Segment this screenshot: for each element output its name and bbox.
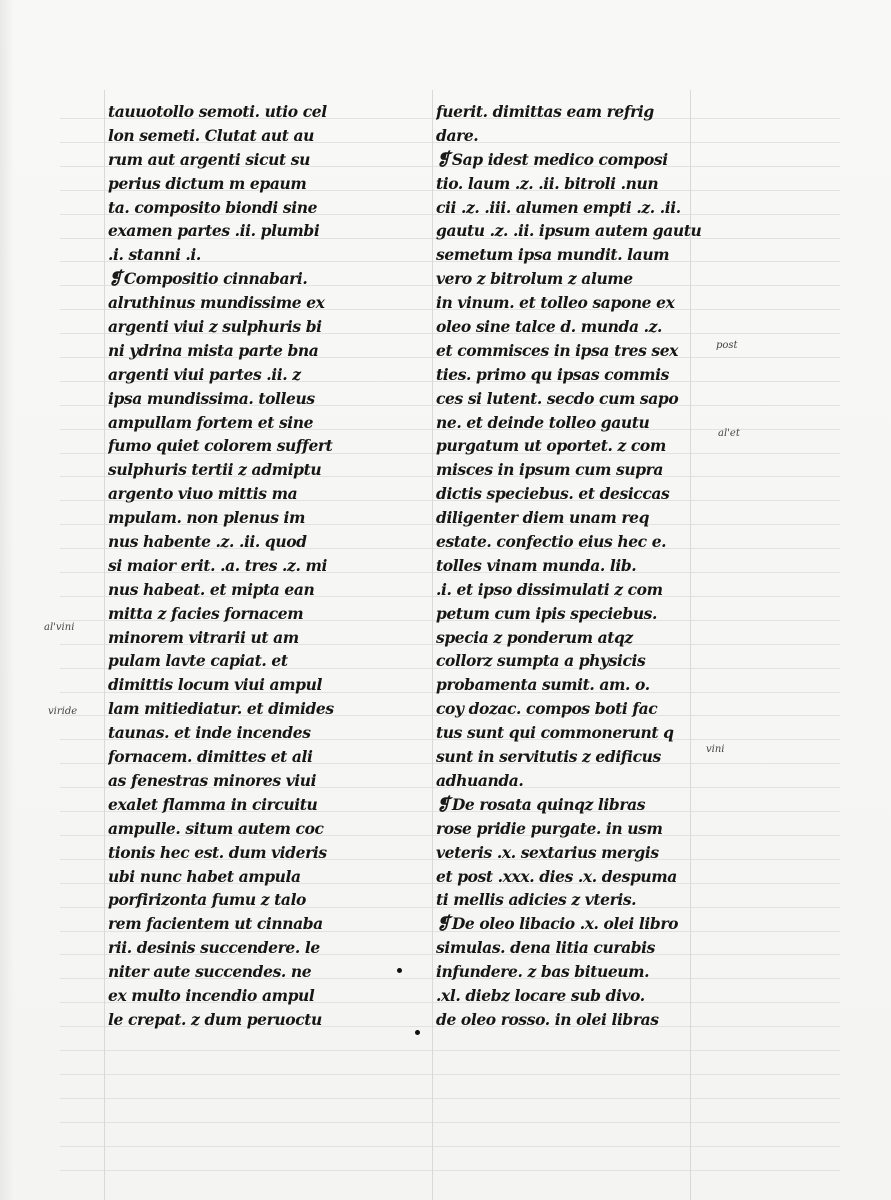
text-line-content: perius dictum m epaum <box>108 173 307 193</box>
text-line <box>108 124 378 148</box>
text-line <box>436 865 726 889</box>
text-line <box>436 363 726 387</box>
text-line <box>436 817 726 841</box>
text-line <box>436 339 726 363</box>
text-line <box>108 769 378 793</box>
text-line <box>108 817 378 841</box>
text-line <box>108 100 378 124</box>
text-line <box>108 721 378 745</box>
text-line <box>108 1008 378 1032</box>
text-line <box>436 984 726 1008</box>
text-line <box>108 267 378 291</box>
text-line <box>436 458 726 482</box>
right-text-column <box>436 100 726 1032</box>
text-line-content: ti mellis adicies z vteris. <box>436 890 637 910</box>
text-line-content: lam mitiediatur. et dimides <box>108 699 334 719</box>
text-line <box>108 960 378 984</box>
text-line-content: gautu .z. .ii. ipsum autem gautu <box>436 221 702 241</box>
text-line-content: petum cum ipis speciebus. <box>436 603 658 623</box>
text-line-content: rii. desinis succendere. le <box>108 938 320 958</box>
text-line-content: ni ydrina mista parte bna <box>108 340 319 360</box>
text-line <box>108 315 378 339</box>
text-line-content: argento viuo mittis ma <box>108 484 298 504</box>
text-line <box>108 888 378 912</box>
text-line <box>436 219 726 243</box>
margin-note-right-2: al'et <box>718 428 740 439</box>
text-line-content: nus habeat. et mipta ean <box>108 579 315 599</box>
text-line <box>108 984 378 1008</box>
text-line-content: sulphuris tertii z admiptu <box>108 460 322 480</box>
text-line-content: coy dozac. compos boti fac <box>436 699 658 719</box>
text-line-content: estate. confectio eius hec e. <box>436 532 667 552</box>
text-line-content: specia z ponderum atqz <box>436 627 633 647</box>
text-line <box>436 960 726 984</box>
margin-note-right-1: post <box>716 340 738 351</box>
text-line <box>108 363 378 387</box>
text-line-content: fornacem. dimittes et ali <box>108 747 313 767</box>
text-line <box>436 793 726 817</box>
text-line <box>436 243 726 267</box>
paragraph-mark-icon: ❡ <box>436 794 450 815</box>
text-line-content: alruthinus mundissime ex <box>108 293 325 313</box>
text-line <box>108 506 378 530</box>
text-line <box>436 482 726 506</box>
text-line-content: dare. <box>436 125 479 145</box>
margin-note-left-2: viride <box>48 706 78 717</box>
text-line-content: rum aut argenti sicut su <box>108 149 310 169</box>
text-line-content: ties. primo qu ipsas commis <box>436 364 669 384</box>
text-line <box>436 841 726 865</box>
text-line-content: si maior erit. .a. tres .z. mi <box>108 555 327 575</box>
text-line-content: nus habente .z. .ii. quod <box>108 532 307 552</box>
text-line-content: le crepat. z dum peruoctu <box>108 1009 322 1029</box>
text-line-content: De oleo libacio .x. olei libro <box>451 914 679 934</box>
text-line <box>436 100 726 124</box>
text-line <box>436 434 726 458</box>
text-line <box>436 888 726 912</box>
text-line-content: vero z bitrolum z alume <box>436 269 633 289</box>
text-line-content: tionis hec est. dum videris <box>108 842 327 862</box>
text-line <box>436 602 726 626</box>
text-line <box>108 554 378 578</box>
ruling-line <box>60 1074 840 1075</box>
text-line-content: cii .z. .iii. alumen empti .z. .ii. <box>436 197 681 217</box>
text-line <box>108 196 378 220</box>
margin-note-right-3: vini <box>706 744 725 755</box>
text-line-content: tus sunt qui commonerunt q <box>436 723 674 743</box>
text-line-content: argenti viui partes .ii. z <box>108 364 301 384</box>
text-line-content: ces si lutent. secdo cum sapo <box>436 388 679 408</box>
left-column-margin-rule <box>104 90 105 1200</box>
text-line-content: mpulam. non plenus im <box>108 508 306 528</box>
text-line-content: veteris .x. sextarius mergis <box>436 842 659 862</box>
text-line <box>436 936 726 960</box>
text-line-content: ex multo incendio ampul <box>108 985 315 1005</box>
text-line-content: purgatum ut oportet. z com <box>436 436 666 456</box>
text-line-content: misces in ipsum cum supra <box>436 460 664 480</box>
text-line-content: tio. laum .z. .ii. bitroli .nun <box>436 173 659 193</box>
text-line-content: et post .xxx. dies .x. despuma <box>436 866 677 886</box>
text-line-content: .i. stanni .i. <box>108 245 201 265</box>
text-line <box>108 602 378 626</box>
text-line <box>108 649 378 673</box>
text-line-content: de oleo rosso. in olei libras <box>436 1009 659 1029</box>
text-line-content: lon semeti. Clutat aut au <box>108 125 315 145</box>
text-line <box>108 841 378 865</box>
text-line <box>436 196 726 220</box>
text-line-content: rem facientem ut cinnaba <box>108 914 323 934</box>
ruling-line <box>60 1098 840 1099</box>
text-line-content: semetum ipsa mundit. laum <box>436 245 670 265</box>
ruling-line <box>60 1050 840 1051</box>
text-line-content: Compositio cinnabari. <box>123 269 308 289</box>
text-line-content: simulas. dena litia curabis <box>436 938 655 958</box>
ink-dot <box>397 968 402 973</box>
text-line-content: probamenta sumit. am. o. <box>436 675 650 695</box>
text-line <box>108 434 378 458</box>
text-line <box>436 506 726 530</box>
text-line <box>108 482 378 506</box>
text-line <box>108 673 378 697</box>
text-line <box>108 530 378 554</box>
text-line-content: Sap idest medico composi <box>451 149 668 169</box>
text-line-content: porfirizonta fumu z talo <box>108 890 306 910</box>
text-line-content: fuerit. dimittas eam refrig <box>436 102 654 121</box>
margin-note-left-1: al'vini <box>44 622 75 633</box>
text-line-content: ubi nunc habet ampula <box>108 866 301 886</box>
text-line <box>108 745 378 769</box>
ruling-line <box>60 1170 840 1171</box>
text-line <box>436 745 726 769</box>
text-line <box>436 697 726 721</box>
text-line-content: rose pridie purgate. in usm <box>436 818 663 838</box>
text-line-content: sunt in servitutis z edificus <box>436 747 661 767</box>
text-line <box>108 339 378 363</box>
gutter-rule <box>432 90 433 1200</box>
text-line <box>108 912 378 936</box>
text-line <box>436 721 726 745</box>
text-line <box>436 578 726 602</box>
text-line <box>436 1008 726 1032</box>
text-line <box>108 148 378 172</box>
text-line-content: oleo sine talce d. munda .z. <box>436 317 662 337</box>
text-line <box>108 219 378 243</box>
text-line <box>436 172 726 196</box>
text-line-content: .i. et ipso dissimulati z com <box>436 579 663 599</box>
text-line-content: infundere. z bas bitueum. <box>436 962 650 982</box>
text-line <box>108 172 378 196</box>
text-line-content: niter aute succendes. ne <box>108 962 312 982</box>
text-line-content: in vinum. et tolleo sapone ex <box>436 293 675 313</box>
text-line <box>436 673 726 697</box>
paragraph-mark-icon: ❡ <box>436 914 450 935</box>
text-line <box>108 626 378 650</box>
text-line <box>108 458 378 482</box>
text-line <box>108 578 378 602</box>
text-line <box>108 697 378 721</box>
text-line <box>108 243 378 267</box>
text-line <box>108 865 378 889</box>
paragraph-mark-icon: ❡ <box>108 269 122 290</box>
text-line-content: argenti viui z sulphuris bi <box>108 317 322 337</box>
text-line-content: ipsa mundissima. tolleus <box>108 388 315 408</box>
text-line <box>108 291 378 315</box>
text-line-content: as fenestras minores viui <box>108 770 317 790</box>
text-line <box>436 626 726 650</box>
text-line-content: taunas. et inde incendes <box>108 723 311 743</box>
text-line <box>108 793 378 817</box>
text-line-content: diligenter diem unam req <box>436 508 650 528</box>
text-line-content: .xl. diebz locare sub divo. <box>436 985 645 1005</box>
text-line-content: De rosata quinqz libras <box>451 794 646 814</box>
text-line-content: ta. composito biondi sine <box>108 197 318 217</box>
text-line <box>436 124 726 148</box>
text-line <box>436 769 726 793</box>
page-edge-shadow <box>0 0 14 1200</box>
text-line-content: examen partes .ii. plumbi <box>108 221 320 241</box>
text-line-content: exalet flamma in circuitu <box>108 794 318 814</box>
text-line <box>436 148 726 172</box>
text-line-content: fumo quiet colorem suffert <box>108 436 333 456</box>
text-line <box>436 387 726 411</box>
text-line-content: et commisces in ipsa tres sex <box>436 340 679 360</box>
text-line <box>108 936 378 960</box>
text-line <box>436 649 726 673</box>
text-line <box>436 912 726 936</box>
text-line <box>108 411 378 435</box>
text-line-content: collorz sumpta a physicis <box>436 651 646 671</box>
ruling-line <box>60 1146 840 1147</box>
text-line-content: tolles vinam munda. lib. <box>436 555 637 575</box>
text-line-content: tauuotollo semoti. utio cel <box>108 102 327 121</box>
text-line <box>436 554 726 578</box>
text-line-content: adhuanda. <box>436 770 524 790</box>
left-text-column <box>108 100 378 1032</box>
ink-dot <box>415 1030 420 1035</box>
text-line <box>436 291 726 315</box>
text-line-content: minorem vitrarii ut am <box>108 627 299 647</box>
text-line <box>436 530 726 554</box>
text-line <box>436 411 726 435</box>
text-line <box>108 387 378 411</box>
paragraph-mark-icon: ❡ <box>436 149 450 170</box>
text-line-content: ampulle. situm autem coc <box>108 818 324 838</box>
text-line <box>436 315 726 339</box>
text-line-content: mitta z facies fornacem <box>108 603 304 623</box>
text-line-content: ne. et deinde tolleo gautu <box>436 412 650 432</box>
text-line-content: ampullam fortem et sine <box>108 412 314 432</box>
text-line <box>436 267 726 291</box>
ruling-line <box>60 1122 840 1123</box>
text-line-content: pulam lavte capiat. et <box>108 651 288 671</box>
text-line-content: dictis speciebus. et desiccas <box>436 484 670 504</box>
text-line-content: dimittis locum viui ampul <box>108 675 322 695</box>
